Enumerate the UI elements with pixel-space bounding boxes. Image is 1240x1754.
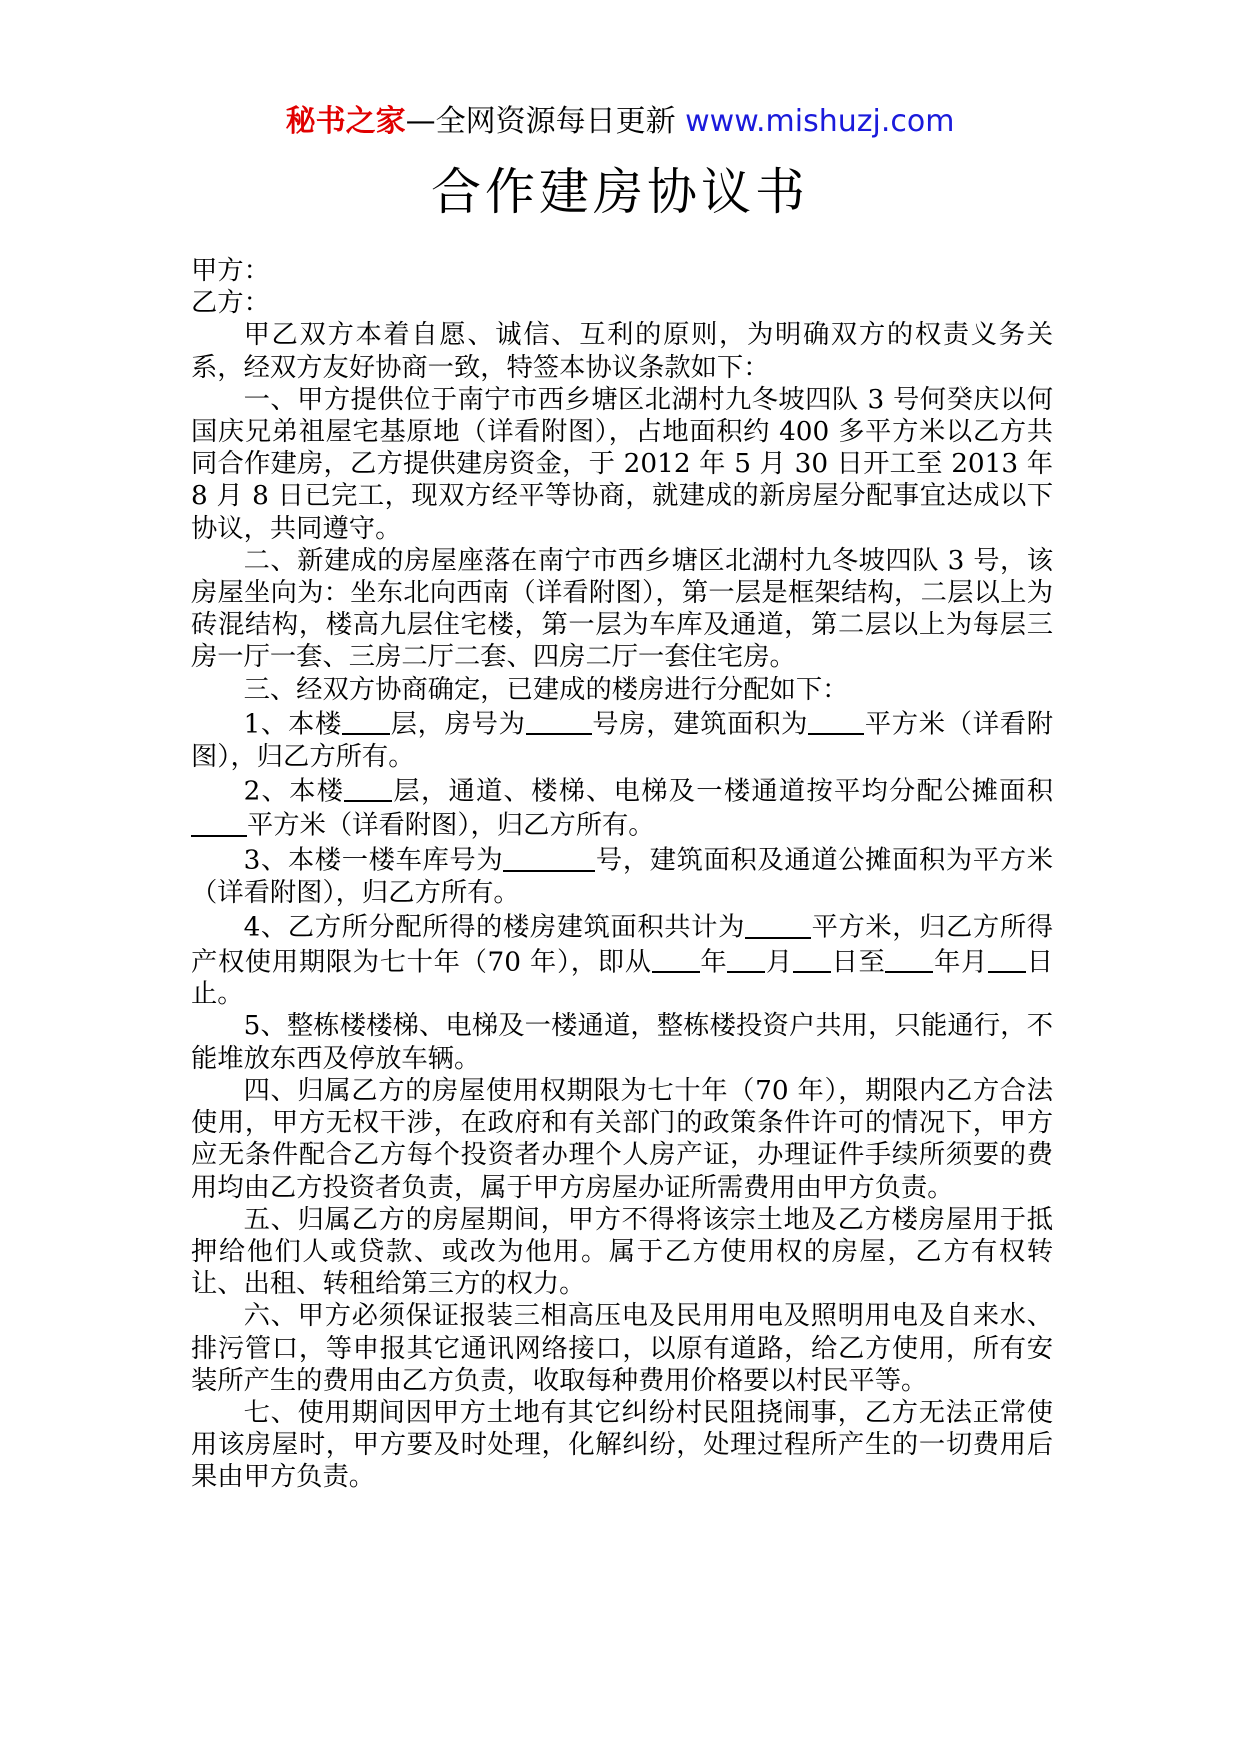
item-2: 2、本楼 层，通道、楼梯、电梯及一楼通道按平均分配公摊面积平方米（详看附图），归乙方所有。 [191, 773, 1053, 842]
clause-3: 三、经双方协商确定，已建成的楼房进行分配如下： [243, 674, 849, 705]
floor-blank [342, 706, 390, 736]
area-blank [808, 706, 864, 736]
garage-number-blank [503, 842, 595, 872]
total-area-blank [745, 909, 811, 939]
site-url-link[interactable]: www.mishuzj.com [685, 104, 955, 139]
end-year-blank [885, 944, 933, 974]
end-day-blank [988, 944, 1026, 974]
site-header [0, 100, 1240, 144]
document-title: 合作建房协议书 [431, 163, 809, 221]
item-1: 1、本楼 层，房号为 号房，建筑面积为 平方米（详看附图），归乙方所有。 [191, 706, 1053, 773]
shared-area-blank [191, 807, 247, 837]
document-body [191, 255, 1053, 1494]
start-month-blank [727, 944, 765, 974]
item-4: 4、乙方所分配所得的楼房建筑面积共计为 平方米，归乙方所得产权使用期限为七十年（70 年），即从 年 月 日至 年月 日止。 [191, 909, 1053, 1011]
clause-6: 六、甲方必须保证报装三相高压电及民用用电及照明用电及自来水、排污管口，等申报其它通讯网络接口，以原有道路，给乙方使用，所有安装所产生的费用由乙方负责，收取每种费用价格要以村民平等。 [191, 1301, 1053, 1396]
site-brand: 秘书之家 [285, 104, 406, 139]
room-number-blank [526, 706, 592, 736]
item-3: 3、本楼一楼车库号为 号，建筑面积及通道公摊面积为平方米（详看附图），归乙方所有。 [191, 842, 1053, 909]
site-tagline: —全网资源每日更新 [405, 104, 676, 139]
party-a-line: 甲方： [191, 256, 270, 286]
clause-7: 七、使用期间因甲方土地有其它纠纷村民阻挠闹事，乙方无法正常使用该房屋时，甲方要及时处理，化解纠纷，处理过程所产生的一切费用后果由甲方负责。 [191, 1397, 1053, 1493]
floor-blank [344, 773, 392, 803]
start-day-blank [793, 944, 831, 974]
clause-5: 五、归属乙方的房屋期间，甲方不得将该宗土地及乙方楼房屋用于抵押给他们人或贷款、或改为他用。属于乙方使用权的房屋，乙方有权转让、出租、转租给第三方的权力。 [191, 1204, 1053, 1300]
start-year-blank [652, 944, 700, 974]
item-5: 5、整栋楼楼梯、电梯及一楼通道，整栋楼投资户共用，只能通行，不能堆放东西及停放车辆。 [191, 1011, 1053, 1074]
clause-1: 一、甲方提供位于南宁市西乡塘区北湖村九冬坡四队 3 号何癸庆以何国庆兄弟祖屋宅基原地（详看附图），占地面积约 400 多平方米以乙方共同合作建房，乙方提供建房资金，于 2012 年 5 月 30 日开工至 2013 年 8 月 8 日已完工，现双方经平等协商，就建成的新房屋分配事宜达成以下协议，共同遵守。 [191, 384, 1053, 544]
party-b-line: 乙方： [191, 288, 270, 319]
clause-2: 二、新建成的房屋座落在南宁市西乡塘区北湖村九冬坡四队 3 号，该房屋坐向为：坐东北向西南（详看附图），第一层是框架结构，二层以上为砖混结构，楼高九层住宅楼，第一层为车库及通道，第二层以上为每层三房一厅一套、三房二厅二套、四房二厅一套住宅房。 [191, 545, 1053, 673]
intro-paragraph: 甲乙双方本着自愿、诚信、互利的原则，为明确双方的权责义务关系，经双方友好协商一致，特签本协议条款如下： [191, 320, 1053, 383]
clause-4: 四、归属乙方的房屋使用权期限为七十年（70 年），期限内乙方合法使用，甲方无权干涉，在政府和有关部门的政策条件许可的情况下，甲方应无条件配合乙方每个投资者办理个人房产证，办理证件手续所须要的费用均由乙方投资者负责，属于甲方房屋办证所需费用由甲方负责。 [191, 1075, 1053, 1203]
